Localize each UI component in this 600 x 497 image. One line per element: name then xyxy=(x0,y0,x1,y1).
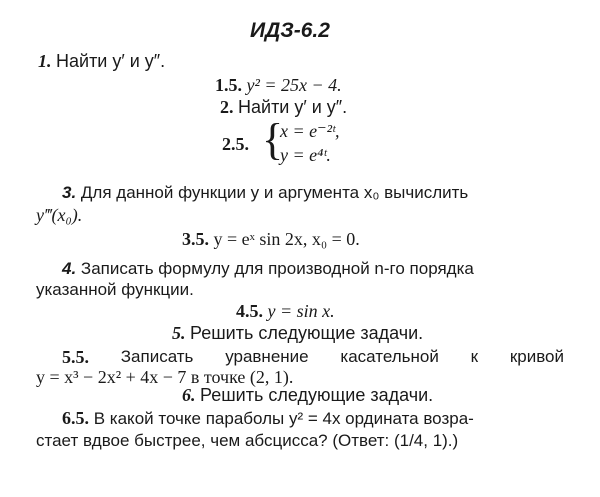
task-3-number: 3. xyxy=(62,183,77,202)
task-5-number: 5. xyxy=(172,323,186,343)
problem-3-5 xyxy=(182,228,360,250)
problem-6-5-line-1 xyxy=(62,407,474,430)
problem-4-5-formula: y = sin x. xyxy=(267,301,335,321)
problem-3-5-formula: y = eˣ sin 2x, x₀ = 0. xyxy=(213,229,360,249)
task-4-heading xyxy=(62,258,474,280)
task-6-text: Решить следующие задачи. xyxy=(200,385,434,405)
problem-5-5-word: Записать xyxy=(120,347,194,366)
problem-2-5-equation-y: y = e⁴ᵗ. xyxy=(280,145,331,165)
task-4-text-line-1: Записать формулу для производной n-го порядка xyxy=(80,259,474,278)
problem-1-5 xyxy=(215,74,342,96)
problem-5-5-word: касательной xyxy=(340,347,439,366)
problem-2-5-number: 2.5. xyxy=(222,134,249,154)
problem-4-5-number: 4.5. xyxy=(236,301,263,321)
problem-5-5-number: 5.5. xyxy=(62,347,89,367)
task-6-number: 6. xyxy=(182,385,196,405)
task-5-heading xyxy=(172,322,423,344)
task-2-text: Найти y′ и y″. xyxy=(238,97,348,117)
problem-5-5-word: к xyxy=(470,347,479,366)
system-brace: { xyxy=(262,115,284,164)
problem-5-5-line-2: y = x³ − 2x² + 4x − 7 в точке (2, 1). xyxy=(36,367,294,387)
task-6-heading xyxy=(182,384,433,406)
page-title: ИДЗ-6.2 xyxy=(250,19,330,42)
task-1-number: 1. xyxy=(38,51,52,71)
task-2-number: 2. xyxy=(220,97,234,117)
task-3-text-line-2: y‴(x₀). xyxy=(36,205,83,225)
task-1-text: Найти y′ и y″. xyxy=(56,51,166,71)
task-4-number: 4. xyxy=(62,259,77,278)
task-4-text-line-2: указанной функции. xyxy=(36,280,194,299)
problem-6-5-text-line-1: В какой точке параболы y² = 4x ордината возра- xyxy=(93,409,474,428)
task-3-text-line-1: Для данной функции y и аргумента x₀ вычислить xyxy=(80,183,469,202)
problem-3-5-number: 3.5. xyxy=(182,229,209,249)
problem-6-5-number: 6.5. xyxy=(62,408,89,428)
problem-5-5-line-1 xyxy=(62,346,564,368)
task-1-heading xyxy=(38,50,165,72)
problem-1-5-number: 1.5. xyxy=(215,75,242,95)
problem-5-5-word: кривой xyxy=(509,347,564,366)
problem-1-5-formula: y² = 25x − 4. xyxy=(246,75,342,95)
task-2-heading xyxy=(220,96,347,118)
problem-5-5-word: уравнение xyxy=(225,347,309,366)
task-3-heading xyxy=(62,182,468,204)
problem-4-5 xyxy=(236,300,335,322)
task-5-text: Решить следующие задачи. xyxy=(190,323,424,343)
problem-2-5-equation-x: x = e⁻²ᵗ, xyxy=(280,121,340,141)
problem-6-5-line-2: стает вдвое быстрее, чем абсцисса? (Ответ: (1/4, 1).) xyxy=(36,431,459,450)
